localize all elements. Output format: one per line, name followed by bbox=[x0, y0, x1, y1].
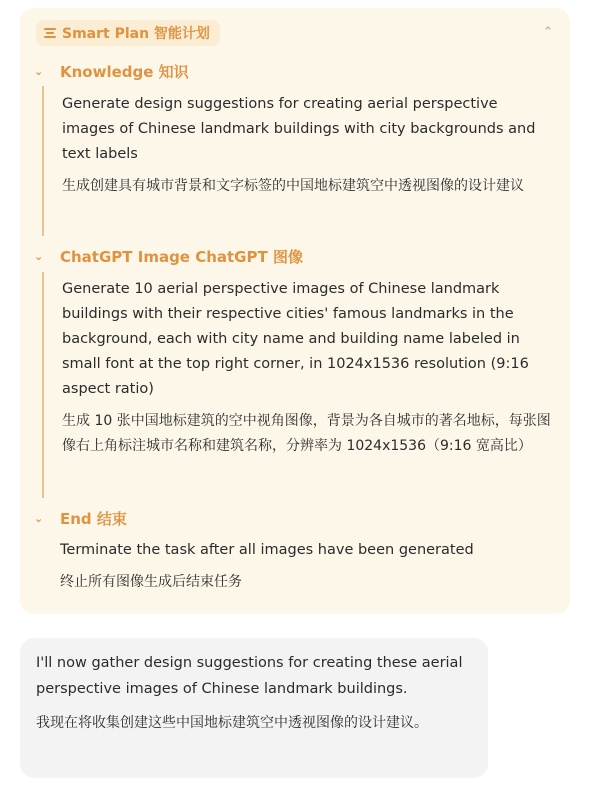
plan-step-chatgpt-image-body bbox=[42, 272, 552, 498]
assistant-message-en: I'll now gather design suggestions for creating these aerial perspective images of Chinese landmark buildings. bbox=[36, 655, 463, 697]
plan-step-knowledge[interactable] bbox=[34, 59, 189, 83]
plan-step-description-zh: 生成 10 张中国地标建筑的空中视角图像，背景为各自城市的著名地标，每张图像右上角标注城市名称和建筑名称，分辨率为 1024x1536（9:16 宽高比） bbox=[62, 413, 551, 454]
chevron-up-icon: ⌃ bbox=[542, 24, 554, 40]
plan-step-end[interactable] bbox=[34, 506, 127, 530]
plan-step-description-zh: 生成创建具有城市背景和文字标签的中国地标建筑空中透视图像的设计建议 bbox=[62, 178, 524, 194]
smart-plan-title: Smart Plan 智能计划 bbox=[62, 26, 210, 42]
smart-plan-logo-icon bbox=[44, 27, 56, 39]
plan-step-description-en: Generate 10 aerial perspective images of Chinese landmark buildings with their respective cities' famous landmarks in the background, each with city name and building name labeled in small font at the top right corner, in 1024x1536 resolution (9:16 aspect ratio) bbox=[62, 281, 529, 397]
plan-step-end-body bbox=[42, 538, 552, 604]
plan-step-description-en: Generate design suggestions for creating aerial perspective images of Chinese landmark buildings with city backgrounds and text labels bbox=[62, 96, 536, 162]
smart-plan-card bbox=[20, 8, 570, 614]
assistant-message-zh: 我现在将收集创建这些中国地标建筑空中透视图像的设计建议。 bbox=[36, 715, 428, 731]
collapse-plan-button[interactable] bbox=[538, 22, 558, 42]
chevron-down-icon: ⌄ bbox=[34, 64, 44, 78]
assistant-message bbox=[20, 638, 488, 778]
plan-step-description-zh: 终止所有图像生成后结束任务 bbox=[60, 574, 242, 590]
plan-step-description-en: Terminate the task after all images have been generated bbox=[60, 542, 474, 558]
plan-step-knowledge-body bbox=[42, 86, 552, 236]
plan-step-title: End 结束 bbox=[60, 509, 127, 528]
plan-step-chatgpt-image[interactable] bbox=[34, 244, 303, 268]
smart-plan-header[interactable] bbox=[36, 20, 220, 46]
plan-step-title: ChatGPT Image ChatGPT 图像 bbox=[60, 247, 303, 266]
chevron-down-icon: ⌄ bbox=[34, 511, 44, 525]
plan-step-title: Knowledge 知识 bbox=[60, 62, 189, 81]
chevron-down-icon: ⌄ bbox=[34, 249, 44, 263]
